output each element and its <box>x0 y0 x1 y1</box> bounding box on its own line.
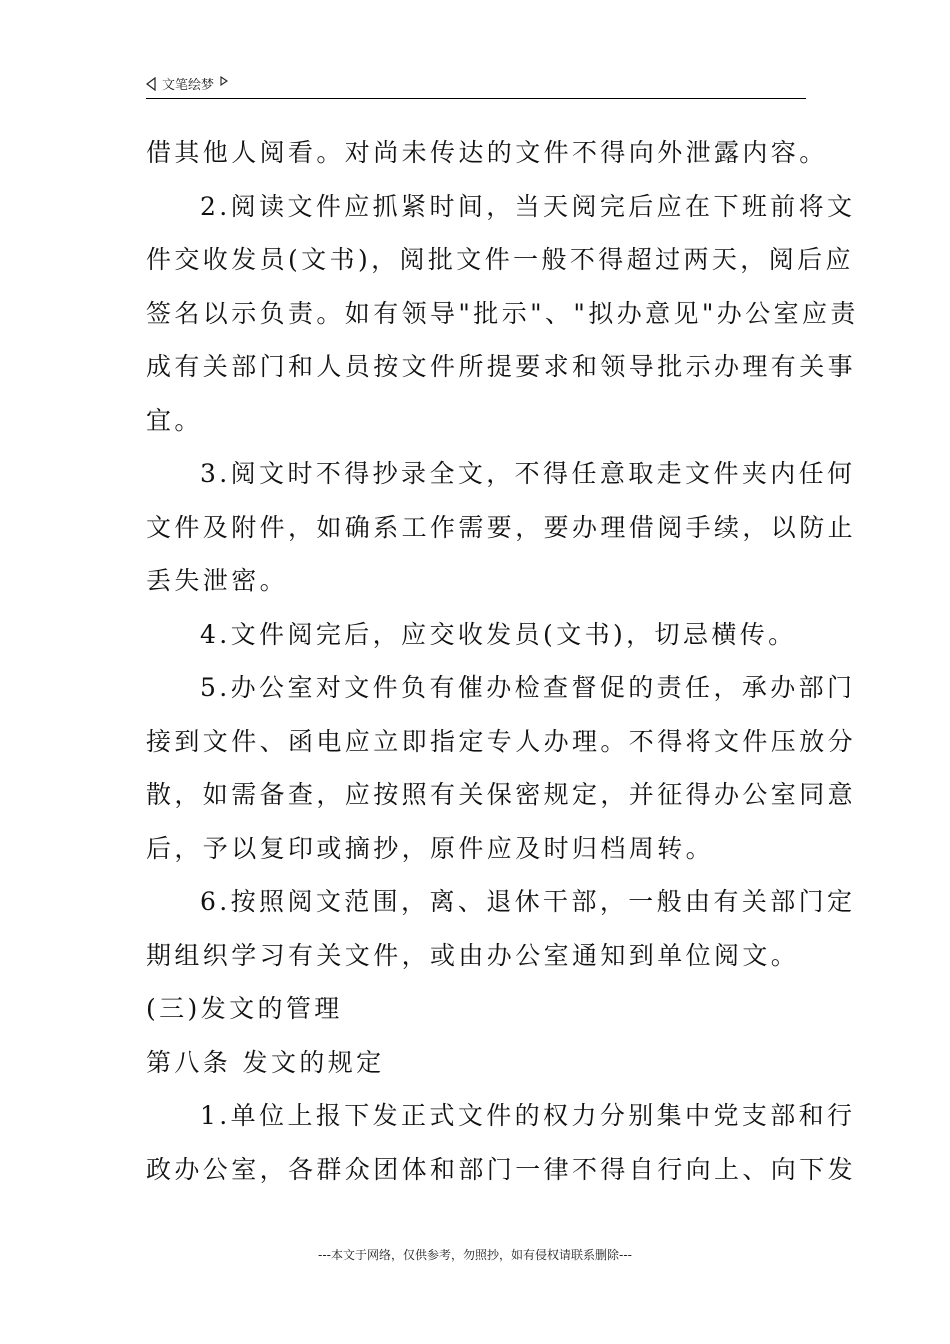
text-line: 丢失泄密。 <box>146 566 289 595</box>
text-line: 政办公室，各群众团体和部门一律不得自行向上、向下发 <box>146 1154 857 1184</box>
text-line: 2.阅读文件应抓紧时间，当天阅完后应在下班前将文 <box>200 191 856 221</box>
right-triangle-icon <box>220 76 228 86</box>
text-line: 4.文件阅完后，应交收发员(文书)，切忌横传。 <box>200 619 797 649</box>
document-body <box>146 126 859 1196</box>
left-triangle-icon <box>146 77 156 91</box>
section-heading: (三)发文的管理 <box>146 994 343 1023</box>
text-line: 借其他人阅看。对尚未传达的文件不得向外泄露内容。 <box>146 138 828 167</box>
text-line: 散，如需备查，应按照有关保密规定，并征得办公室同意 <box>146 780 857 809</box>
page-footer-note: ---本文于网络，仅供参考，勿照抄，如有侵权请联系删除--- <box>318 1248 632 1262</box>
brand-text: 文笔绘梦 <box>162 78 215 93</box>
text-line: 签名以示负责。如有领导"批示"、"拟办意见"办公室应责 <box>146 298 859 328</box>
header-brand <box>146 74 228 93</box>
text-line: 件交收发员(文书)，阅批文件一般不得超过两天，阅后应 <box>146 245 854 274</box>
text-line: 3.阅文时不得抄录全文，不得任意取走文件夹内任何 <box>200 459 856 488</box>
article-heading: 第八条 发文的规定 <box>146 1047 385 1077</box>
text-line: 后，予以复印或摘抄，原件应及时归档周转。 <box>146 833 715 863</box>
text-line: 接到文件、函电应立即指定专人办理。不得将文件压放分 <box>146 726 857 756</box>
page-header <box>146 70 806 99</box>
text-line: 文件及附件，如确系工作需要，要办理借阅手续，以防止 <box>146 512 857 542</box>
text-line: 5.办公室对文件负有催办检查督促的责任，承办部门 <box>200 673 856 702</box>
text-line: 1.单位上报下发正式文件的权力分别集中党支部和行 <box>200 1101 856 1130</box>
text-line: 成有关部门和人员按文件所提要求和领导批示办理有关事 <box>146 352 857 381</box>
text-line: 宜。 <box>146 405 203 435</box>
text-line: 期组织学习有关文件，或由办公室通知到单位阅文。 <box>146 940 800 970</box>
text-line: 6.按照阅文范围，离、退休干部，一般由有关部门定 <box>200 887 856 916</box>
